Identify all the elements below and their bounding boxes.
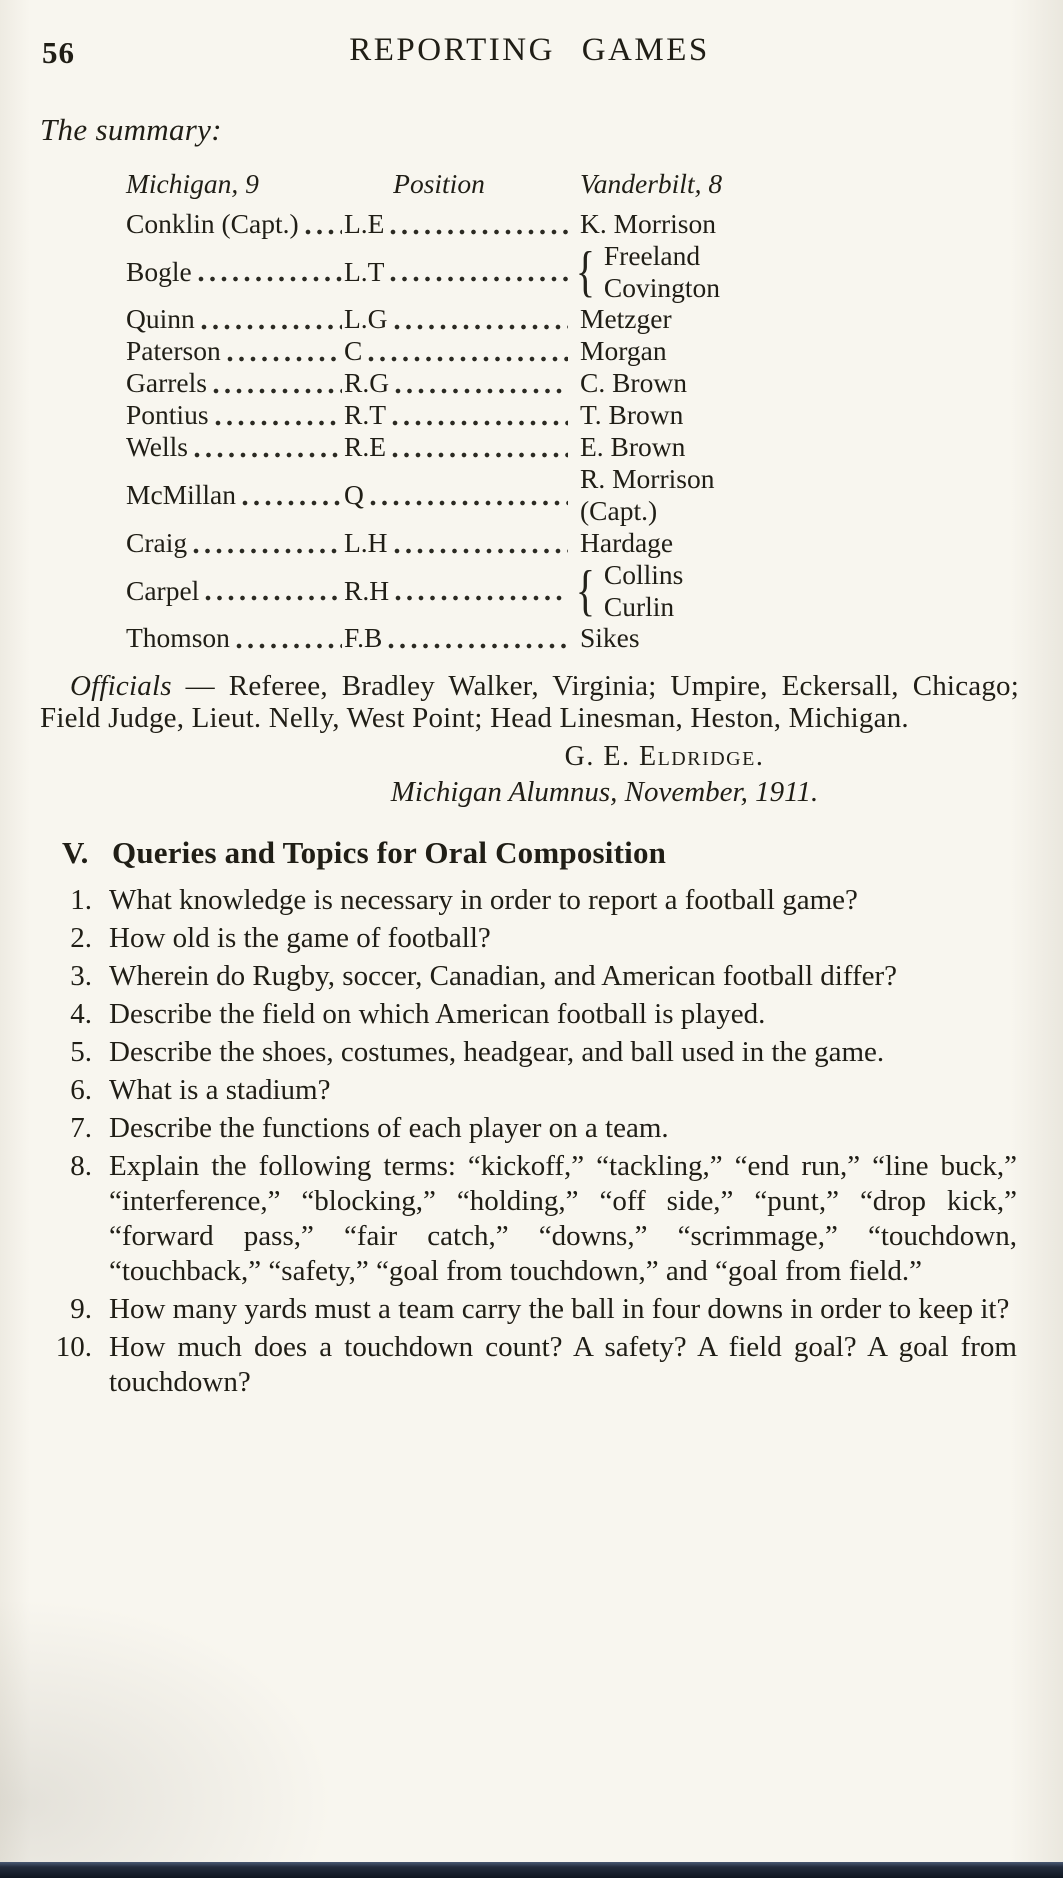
lineup-row bbox=[126, 208, 786, 240]
position-abbr: C bbox=[344, 335, 363, 366]
query-item bbox=[40, 1292, 1019, 1327]
source-citation: Michigan Alumnus, November, 1911. bbox=[390, 776, 819, 808]
home-player-name: McMillan bbox=[126, 479, 236, 510]
dot-leader bbox=[394, 548, 568, 554]
author-byline: G. E. Eldridge. bbox=[564, 741, 765, 772]
lineup-row bbox=[126, 622, 786, 654]
away-player-stack bbox=[604, 559, 683, 622]
away-player-name: T. Brown bbox=[580, 399, 684, 430]
away-player-name: Metzger bbox=[580, 303, 672, 334]
query-item bbox=[40, 883, 1019, 918]
dot-leader bbox=[370, 500, 568, 506]
home-player-name: Quinn bbox=[126, 303, 195, 334]
dot-leader bbox=[388, 643, 568, 649]
query-text: How many yards must a team carry the ball in four downs in order to keep it? bbox=[109, 1293, 1010, 1325]
away-player-name: Covington bbox=[603, 271, 721, 303]
position-abbr: R.H bbox=[344, 574, 390, 606]
dot-leader bbox=[198, 276, 342, 282]
lineup-row bbox=[126, 399, 786, 431]
lineup-row bbox=[126, 240, 786, 303]
section-numeral: V. bbox=[62, 835, 89, 870]
position-abbr: R.T bbox=[344, 399, 387, 430]
dot-leader bbox=[213, 388, 342, 394]
home-player-name: Carpel bbox=[126, 574, 200, 606]
query-text: Describe the field on which American football is played. bbox=[109, 998, 766, 1030]
section-title: Queries and Topics for Oral Composition bbox=[112, 835, 667, 870]
dot-leader bbox=[395, 388, 568, 394]
home-player-name: Pontius bbox=[126, 399, 209, 430]
query-list bbox=[40, 883, 1019, 1400]
brace-glyph: { bbox=[575, 559, 596, 622]
query-item bbox=[40, 921, 1019, 956]
position-abbr: R.G bbox=[344, 367, 390, 398]
home-player-name: Craig bbox=[126, 527, 188, 558]
position-abbr: L.E bbox=[344, 208, 385, 239]
brace-glyph: { bbox=[575, 240, 596, 303]
away-player-name: Freeland bbox=[603, 240, 701, 271]
query-text: How much does a touchdown count? A safety? A field goal? A goal from touchdown? bbox=[109, 1331, 1017, 1398]
away-player-name: C. Brown bbox=[580, 367, 687, 398]
lineup-table bbox=[126, 168, 786, 654]
home-player-name: Garrels bbox=[126, 367, 207, 398]
query-item bbox=[40, 959, 1019, 994]
query-number: 5. bbox=[70, 1036, 92, 1068]
lineup-row bbox=[126, 559, 786, 622]
dot-leader bbox=[305, 229, 342, 235]
away-team-header: Vanderbilt, 8 bbox=[580, 168, 723, 199]
running-title: REPORTING GAMES bbox=[349, 32, 710, 68]
page-bottom-scan-edge bbox=[0, 1862, 1063, 1878]
dot-leader bbox=[368, 356, 568, 362]
away-player-name: Sikes bbox=[580, 622, 640, 653]
officials-text: — Referee, Bradley Walker, Virginia; Umpire, Eckersall, Chicago; Field Judge, Lieut. Nelly, West Point; Head Linesman, Heston, Michigan. bbox=[40, 670, 1019, 734]
dot-leader bbox=[215, 420, 342, 426]
query-item bbox=[40, 1073, 1019, 1108]
dot-leader bbox=[193, 548, 342, 554]
query-number: 8. bbox=[70, 1150, 92, 1182]
lineup-row bbox=[126, 431, 786, 463]
away-player-name: Hardage bbox=[580, 527, 674, 558]
position-abbr: L.G bbox=[344, 303, 388, 334]
position-abbr: Q bbox=[344, 479, 364, 510]
query-text: What knowledge is necessary in order to report a football game? bbox=[109, 884, 858, 916]
query-item bbox=[40, 1330, 1019, 1400]
position-abbr: L.H bbox=[344, 527, 388, 558]
page-header bbox=[40, 32, 1019, 78]
query-number: 9. bbox=[70, 1293, 92, 1325]
query-item bbox=[40, 1035, 1019, 1070]
dot-leader bbox=[242, 500, 342, 506]
dot-leader bbox=[394, 324, 568, 330]
position-abbr: R.E bbox=[344, 431, 387, 462]
away-player-name: Morgan bbox=[580, 335, 667, 366]
position-abbr: F.B bbox=[344, 622, 383, 653]
home-player-name: Thomson bbox=[126, 622, 230, 653]
home-player-name: Paterson bbox=[126, 335, 221, 366]
away-player-name: E. Brown bbox=[580, 431, 686, 462]
query-text: Describe the functions of each player on a team. bbox=[109, 1112, 669, 1144]
dot-leader bbox=[390, 229, 568, 235]
query-text: How old is the game of football? bbox=[109, 922, 491, 954]
home-player-name: Wells bbox=[126, 431, 188, 462]
lineup-row bbox=[126, 367, 786, 399]
lineup-row bbox=[126, 303, 786, 335]
query-number: 2. bbox=[70, 922, 92, 954]
query-text: What is a stadium? bbox=[109, 1074, 331, 1106]
query-item bbox=[40, 1111, 1019, 1146]
query-number: 10. bbox=[55, 1331, 92, 1363]
query-text: Explain the following terms: “kickoff,” “tackling,” “end run,” “line buck,” “interference,” “blocking,” “holding,” “off side,” “punt,” “drop kick,” “forward pass,” “fair catch,” “downs,” “scrimmage,” “touchdown, “touchback,” “safety,” “goal from touchdown,” and “goal from field.” bbox=[109, 1150, 1017, 1287]
lineup-row bbox=[126, 527, 786, 559]
lineup-header-row bbox=[126, 168, 786, 200]
query-item bbox=[40, 997, 1019, 1032]
away-player-name: Curlin bbox=[603, 590, 675, 622]
away-player-name: K. Morrison bbox=[580, 208, 716, 239]
position-header: Position bbox=[393, 168, 485, 199]
lineup-row bbox=[126, 463, 786, 527]
query-number: 6. bbox=[70, 1074, 92, 1106]
dot-leader bbox=[392, 452, 568, 458]
home-player-name: Bogle bbox=[126, 255, 192, 287]
query-number: 3. bbox=[70, 960, 92, 992]
home-player-name: Conklin (Capt.) bbox=[126, 208, 299, 239]
dot-leader bbox=[395, 595, 568, 601]
query-text: Wherein do Rugby, soccer, Canadian, and American football differ? bbox=[109, 960, 897, 992]
dot-leader bbox=[194, 452, 342, 458]
dot-leader bbox=[201, 324, 342, 330]
query-text: Describe the shoes, costumes, headgear, and ball used in the game. bbox=[109, 1036, 885, 1068]
query-number: 7. bbox=[70, 1112, 92, 1144]
dot-leader bbox=[205, 595, 342, 601]
lineup-row bbox=[126, 335, 786, 367]
away-player-name: Collins bbox=[603, 559, 684, 590]
query-number: 4. bbox=[70, 998, 92, 1030]
dot-leader bbox=[227, 356, 342, 362]
officials-paragraph bbox=[40, 670, 1019, 734]
home-team-header: Michigan, 9 bbox=[126, 168, 259, 199]
query-number: 1. bbox=[70, 884, 92, 916]
officials-label: Officials bbox=[70, 670, 172, 702]
dot-leader bbox=[236, 643, 342, 649]
away-player-stack bbox=[604, 240, 720, 303]
summary-intro: The summary: bbox=[40, 112, 222, 147]
dot-leader bbox=[392, 420, 568, 426]
section-heading bbox=[40, 835, 1019, 871]
lineup-rows bbox=[126, 208, 786, 654]
position-abbr: L.T bbox=[344, 255, 385, 287]
away-player-name: R. Morrison (Capt.) bbox=[580, 463, 715, 526]
page-number: 56 bbox=[42, 35, 75, 70]
dot-leader bbox=[390, 276, 568, 282]
query-item bbox=[40, 1149, 1019, 1289]
